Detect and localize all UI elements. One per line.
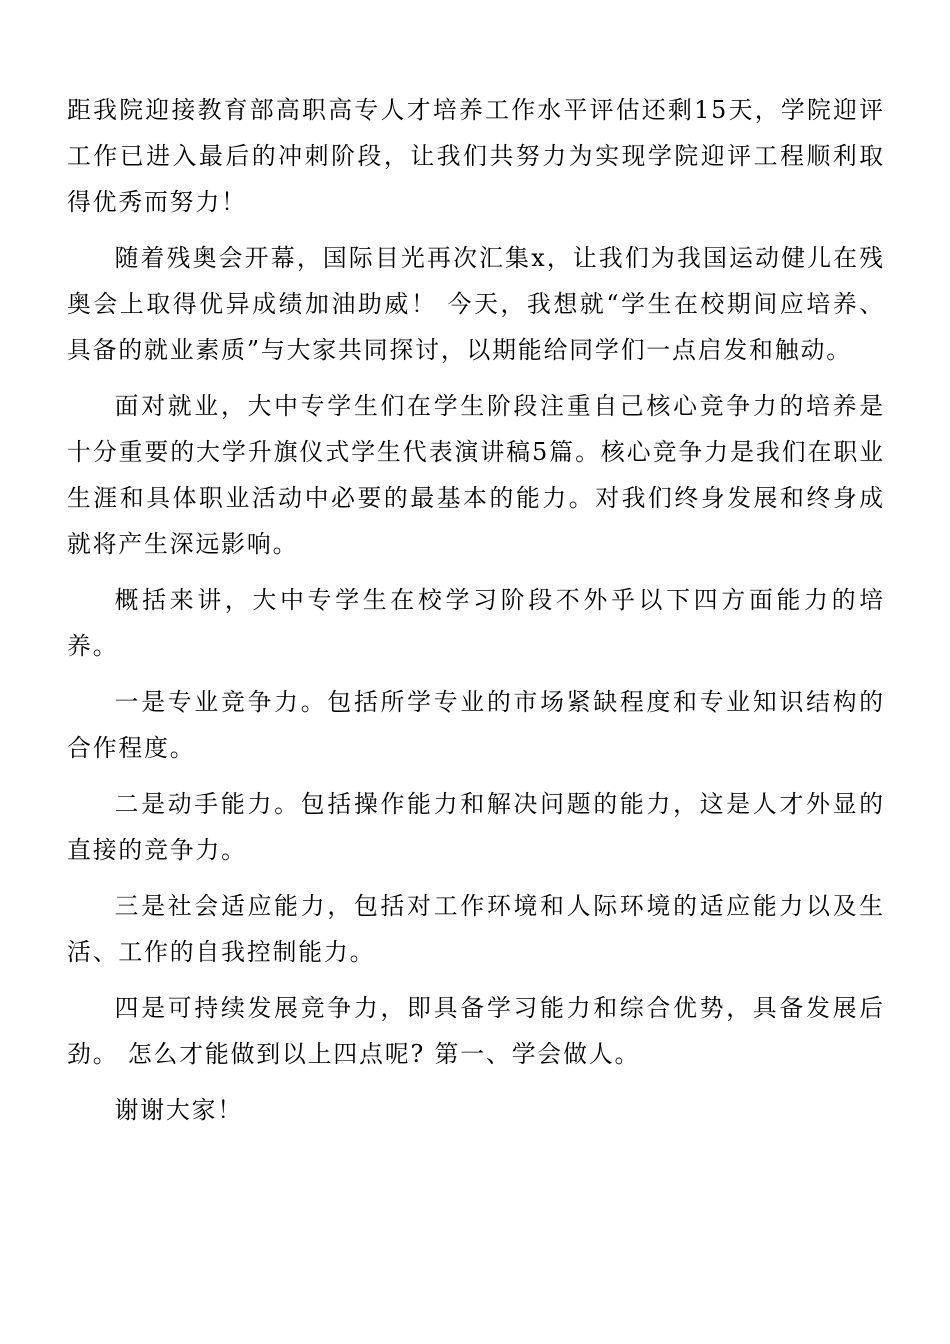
document-body xyxy=(67,87,885,1143)
paragraph-7: 三是社会适应能力，包括对工作环境和人际环境的适应能力以及生活、工作的自我控制能力。 xyxy=(67,892,885,966)
paragraph-6: 二是动手能力。包括操作能力和解决问题的能力，这是人才外显的直接的竞争力。 xyxy=(67,790,885,864)
paragraph-4: 概括来讲，大中专学生在校学习阶段不外乎以下四方面能力的培养。 xyxy=(67,586,885,660)
paragraph-2: 随着残奥会开幕，国际目光再次汇集x，让我们为我国运动健儿在残奥会上取得优异成绩加油助威！ 今天，我想就“学生在校期间应培养、具备的就业素质”与大家共同探讨，以期能给同学们一点启发和触动。 xyxy=(67,244,885,364)
paragraph-3: 面对就业，大中专学生们在学生阶段注重自己核心竞争力的培养是十分重要的大学升旗仪式学生代表演讲稿5篇。核心竞争力是我们在职业生涯和具体职业活动中必要的最基本的能力。对我们终身发展和终身成就将产生深远影响。 xyxy=(67,392,885,558)
paragraph-8: 四是可持续发展竞争力，即具备学习能力和综合优势，具备发展后劲。 怎么才能做到以上四点呢? 第一、学会做人。 xyxy=(67,994,885,1068)
paragraph-9: 谢谢大家！ xyxy=(114,1096,244,1124)
paragraph-1: 距我院迎接教育部高职高专人才培养工作水平评估还剩15天，学院迎评工作已进入最后的冲刺阶段，让我们共努力为实现学院迎评工程顺利取得优秀而努力！ xyxy=(67,96,885,216)
paragraph-5: 一是专业竞争力。包括所学专业的市场紧缺程度和专业知识结构的合作程度。 xyxy=(67,688,885,762)
